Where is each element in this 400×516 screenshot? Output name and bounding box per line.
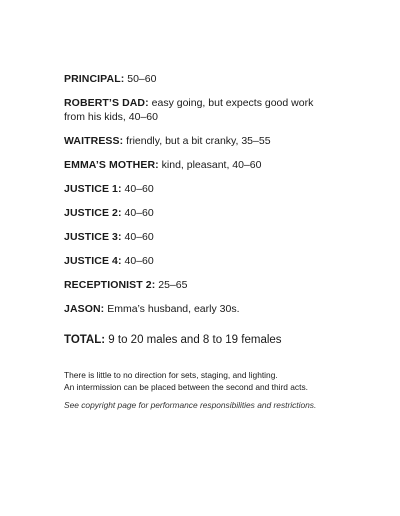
character-description: easy going, but expects good work — [151, 97, 314, 109]
character-entry — [64, 206, 364, 220]
character-role: JUSTICE 4: — [64, 255, 122, 267]
character-entry — [64, 278, 364, 292]
character-description: 25–65 — [158, 279, 188, 291]
character-entry — [64, 158, 364, 172]
character-role: JUSTICE 2: — [64, 207, 122, 219]
character-description: kind, pleasant, 40–60 — [161, 159, 262, 171]
character-entry — [64, 72, 364, 86]
character-entry — [64, 134, 364, 148]
character-description: Emma’s husband, early 30s. — [107, 303, 240, 315]
production-notes — [64, 370, 364, 411]
character-entry — [64, 254, 364, 268]
character-role: EMMA’S MOTHER: — [64, 159, 159, 171]
note-line: There is little to no direction for sets, staging, and lighting. — [64, 370, 278, 380]
character-role: JASON: — [64, 303, 105, 315]
character-description: 50–60 — [127, 73, 157, 85]
character-role: PRINCIPAL: — [64, 73, 125, 85]
note-line: An intermission can be placed between the second and third acts. — [64, 381, 308, 392]
character-description: 40–60 — [124, 255, 154, 267]
character-description: 40–60 — [124, 207, 154, 219]
character-entry — [64, 302, 364, 316]
character-role: ROBERT’S DAD: — [64, 97, 149, 109]
character-entry — [64, 182, 364, 196]
character-role: WAITRESS: — [64, 135, 124, 147]
character-role: RECEPTIONIST 2: — [64, 279, 156, 291]
cast-total — [64, 333, 364, 348]
character-description: friendly, but a bit cranky, 35–55 — [126, 135, 271, 147]
cast-list-page — [64, 72, 364, 411]
character-description: 40–60 — [124, 183, 154, 195]
character-role: JUSTICE 1: — [64, 183, 122, 195]
character-entry — [64, 230, 364, 244]
total-text: 9 to 20 males and 8 to 19 females — [108, 334, 282, 346]
character-description-continued: from his kids, 40–60 — [64, 111, 158, 123]
character-description: 40–60 — [124, 231, 154, 243]
character-entry — [64, 96, 364, 124]
character-role: JUSTICE 3: — [64, 231, 122, 243]
copyright-note: See copyright page for performance responsibilities and restrictions. — [64, 399, 317, 410]
total-label: TOTAL: — [64, 334, 106, 346]
